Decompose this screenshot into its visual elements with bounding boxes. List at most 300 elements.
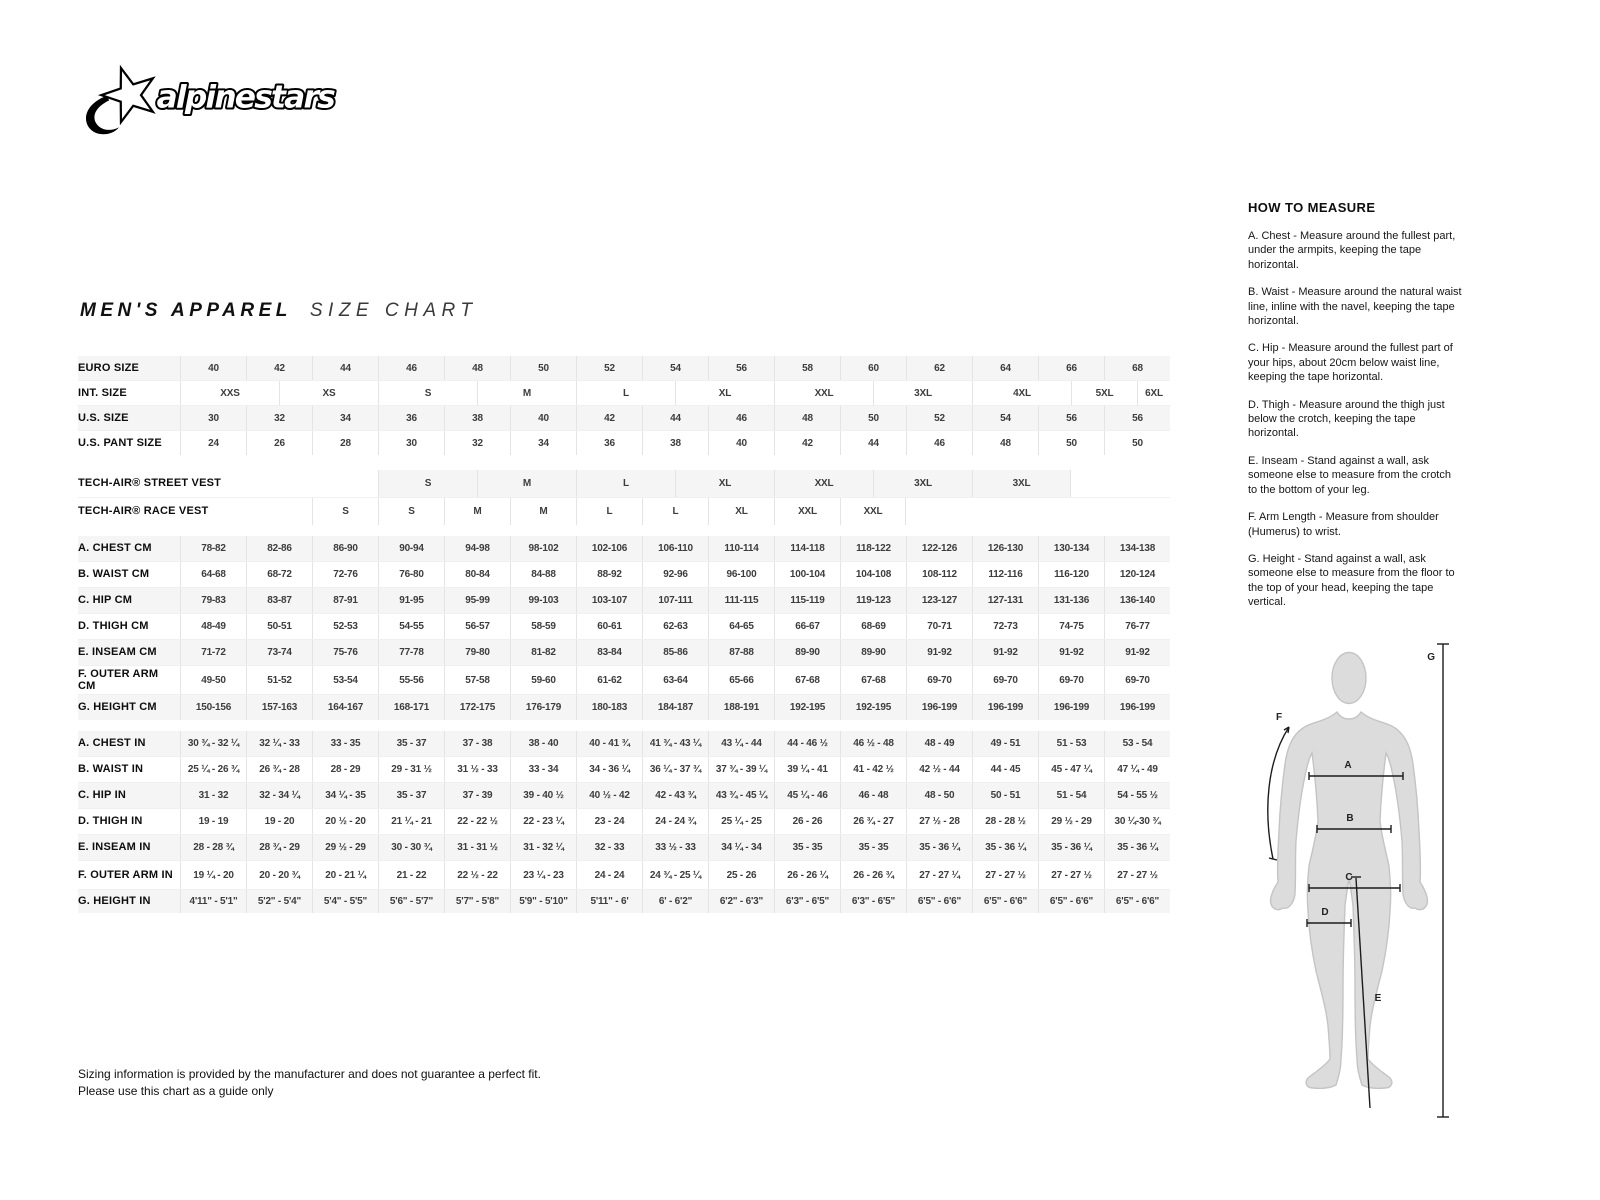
- size-cell: 50: [510, 356, 576, 380]
- row-label: EURO SIZE: [78, 361, 140, 374]
- size-cell: 46: [708, 406, 774, 430]
- size-cell: 30 - 30 ¾: [378, 835, 444, 860]
- table-row: [78, 498, 1170, 525]
- size-cell: 30: [180, 406, 246, 430]
- size-cell: 29 - 31 ½: [378, 757, 444, 782]
- size-cell: 111-115: [708, 588, 774, 613]
- table-row: [78, 562, 1170, 588]
- size-cell: 45 ¼ - 46: [774, 783, 840, 808]
- size-cell: 176-179: [510, 695, 576, 720]
- size-cell: 46: [378, 356, 444, 380]
- size-cell: 91-92: [1104, 640, 1170, 665]
- size-cell: 52: [576, 356, 642, 380]
- size-cell: 46 - 48: [840, 783, 906, 808]
- size-cell: 88-92: [576, 562, 642, 587]
- size-cell: 39 - 40 ½: [510, 783, 576, 808]
- size-cell: 62: [906, 356, 972, 380]
- size-cell: 33 - 35: [312, 731, 378, 756]
- size-cell: 75-76: [312, 640, 378, 665]
- size-cell: 42 - 43 ¾: [642, 783, 708, 808]
- size-cell: 34: [510, 431, 576, 455]
- size-cell: 29 ½ - 29: [312, 835, 378, 860]
- empty-cell: [1071, 470, 1170, 497]
- size-cell: 91-92: [906, 640, 972, 665]
- size-cell: 5'6" - 5'7": [378, 890, 444, 913]
- size-cell: 196-199: [1038, 695, 1104, 720]
- size-cell: 19 - 20: [246, 809, 312, 834]
- size-cell: 100-104: [774, 562, 840, 587]
- size-cell: 78-82: [180, 536, 246, 561]
- size-cell: 64-68: [180, 562, 246, 587]
- row-label: TECH-AIR® RACE VEST: [78, 505, 209, 518]
- size-cell: 31 - 32 ¼: [510, 835, 576, 860]
- size-cell: 36: [576, 431, 642, 455]
- size-cell: 50: [1104, 431, 1170, 455]
- size-cell: L: [576, 381, 675, 405]
- size-cell: 63-64: [642, 666, 708, 694]
- size-cell: 172-175: [444, 695, 510, 720]
- table-row: [78, 406, 1170, 431]
- size-cell: 24 - 24: [576, 861, 642, 889]
- size-cell: 41 ¾ - 43 ¼: [642, 731, 708, 756]
- size-cell: L: [576, 470, 675, 497]
- size-cell: 104-108: [840, 562, 906, 587]
- size-cell: 56: [708, 356, 774, 380]
- row-label: C. HIP IN: [78, 789, 127, 802]
- size-cell: 79-83: [180, 588, 246, 613]
- size-cell: 26: [246, 431, 312, 455]
- size-cell: 91-95: [378, 588, 444, 613]
- size-cell: 127-131: [972, 588, 1038, 613]
- size-cell: 56-57: [444, 614, 510, 639]
- size-cell: 70-71: [906, 614, 972, 639]
- size-cell: 65-66: [708, 666, 774, 694]
- size-cell: 32 - 33: [576, 835, 642, 860]
- size-cell: 28 - 29: [312, 757, 378, 782]
- size-cell: 46 ½ - 48: [840, 731, 906, 756]
- row-label: G. HEIGHT CM: [78, 701, 157, 714]
- size-cell: XXS: [180, 381, 279, 405]
- size-cell: 116-120: [1038, 562, 1104, 587]
- table-row: [78, 356, 1170, 381]
- size-cell: 35 - 37: [378, 783, 444, 808]
- size-cell: 54: [642, 356, 708, 380]
- diagram-label-d: D: [1321, 907, 1329, 918]
- disclaimer-line1: Sizing information is provided by the manufacturer and does not guarantee a perfect fit.: [78, 1067, 541, 1081]
- size-cell: 35 - 36 ¼: [1038, 835, 1104, 860]
- size-cell: 89-90: [774, 640, 840, 665]
- row-label: D. THIGH CM: [78, 620, 149, 633]
- row-label: A. CHEST IN: [78, 737, 146, 750]
- size-cell: 26 ¾ - 27: [840, 809, 906, 834]
- size-cell: 51 - 53: [1038, 731, 1104, 756]
- size-cell: 106-110: [642, 536, 708, 561]
- body-silhouette-figure: [1243, 626, 1458, 1126]
- size-cell: 3XL: [873, 470, 972, 497]
- size-cell: 61-62: [576, 666, 642, 694]
- table-row: [78, 809, 1170, 835]
- size-cell: L: [576, 498, 642, 525]
- size-cell: 20 - 20 ¾: [246, 861, 312, 889]
- vest-block: [78, 470, 1170, 525]
- size-cell: 34 - 36 ¼: [576, 757, 642, 782]
- size-cell: 157-163: [246, 695, 312, 720]
- size-cell: 134-138: [1104, 536, 1170, 561]
- size-cell: 66-67: [774, 614, 840, 639]
- table-row: [78, 783, 1170, 809]
- empty-cell: [906, 498, 1170, 525]
- size-cell: 68-72: [246, 562, 312, 587]
- size-cell: 94-98: [444, 536, 510, 561]
- size-cell: 92-96: [642, 562, 708, 587]
- size-cell: 64-65: [708, 614, 774, 639]
- diagram-label-b: B: [1346, 813, 1354, 824]
- diagram-label-f: F: [1275, 712, 1283, 723]
- size-cell: 25 ¼ - 26 ¾: [180, 757, 246, 782]
- size-cell: 38: [444, 406, 510, 430]
- size-cell: 48-49: [180, 614, 246, 639]
- size-cell: 37 - 38: [444, 731, 510, 756]
- size-cell: 81-82: [510, 640, 576, 665]
- size-cell: 38: [642, 431, 708, 455]
- size-cell: 72-73: [972, 614, 1038, 639]
- size-cell: 69-70: [1038, 666, 1104, 694]
- diagram-label-a: A: [1344, 760, 1352, 771]
- size-cell: M: [510, 498, 576, 525]
- figure-head: [1332, 653, 1366, 704]
- size-cell: 71-72: [180, 640, 246, 665]
- size-cell: 35 - 36 ¼: [1104, 835, 1170, 860]
- size-cell: 66: [1038, 356, 1104, 380]
- size-cell: 73-74: [246, 640, 312, 665]
- table-row: [78, 731, 1170, 757]
- size-cell: 89-90: [840, 640, 906, 665]
- size-cell: 28 - 28 ½: [972, 809, 1038, 834]
- star-swoosh: [86, 96, 119, 134]
- size-cell: 68-69: [840, 614, 906, 639]
- size-cell: 40 - 41 ¾: [576, 731, 642, 756]
- size-cell: 68: [1104, 356, 1170, 380]
- size-cell: 5'9" - 5'10": [510, 890, 576, 913]
- size-cell: 31 - 32: [180, 783, 246, 808]
- size-cell: 30: [378, 431, 444, 455]
- size-cell: 83-87: [246, 588, 312, 613]
- size-cell: 36: [378, 406, 444, 430]
- size-cell: 58-59: [510, 614, 576, 639]
- size-cell: 26 ¾ - 28: [246, 757, 312, 782]
- size-cell: 4'11" - 5'1": [180, 890, 246, 913]
- size-cell: 74-75: [1038, 614, 1104, 639]
- size-cell: 5'2" - 5'4": [246, 890, 312, 913]
- size-cell: 23 ¼ - 23: [510, 861, 576, 889]
- size-cell: 48: [444, 356, 510, 380]
- size-cell: 32: [444, 431, 510, 455]
- size-cell: 184-187: [642, 695, 708, 720]
- size-cell: 91-92: [972, 640, 1038, 665]
- size-cell: 6'5" - 6'6": [1038, 890, 1104, 913]
- measure-step-arm: F. Arm Length - Measure from shoulder (Humerus) to wrist.: [1248, 511, 1439, 538]
- size-cell: 69-70: [972, 666, 1038, 694]
- size-cell: XXL: [774, 470, 873, 497]
- size-cell: 50 - 51: [972, 783, 1038, 808]
- size-cell: 107-111: [642, 588, 708, 613]
- size-cell: 29 ½ - 29: [1038, 809, 1104, 834]
- row-label: U.S. PANT SIZE: [78, 436, 162, 449]
- size-cell: M: [444, 498, 510, 525]
- sizes-block: [78, 356, 1170, 455]
- size-cell: 48 - 49: [906, 731, 972, 756]
- size-cell: 40 ½ - 42: [576, 783, 642, 808]
- size-cell: S: [378, 498, 444, 525]
- table-row: [78, 757, 1170, 783]
- size-cell: 57-58: [444, 666, 510, 694]
- size-cell: 108-112: [906, 562, 972, 587]
- size-cell: XL: [675, 470, 774, 497]
- size-cell: 58: [774, 356, 840, 380]
- size-cell: 31 - 31 ½: [444, 835, 510, 860]
- size-cell: 48: [774, 406, 840, 430]
- size-cell: 21 ¼ - 21: [378, 809, 444, 834]
- size-cell: 67-68: [774, 666, 840, 694]
- size-cell: 126-130: [972, 536, 1038, 561]
- row-label: F. OUTER ARM CM: [78, 667, 159, 692]
- size-cell: 84-88: [510, 562, 576, 587]
- size-cell: 22 - 23 ¼: [510, 809, 576, 834]
- brand-logo: [78, 58, 346, 155]
- size-cell: 27 - 27 ½: [1104, 861, 1170, 889]
- size-cell: XL: [708, 498, 774, 525]
- size-cell: 196-199: [906, 695, 972, 720]
- size-cell: 80-84: [444, 562, 510, 587]
- size-cell: XL: [675, 381, 774, 405]
- size-cell: 35 - 35: [774, 835, 840, 860]
- size-cell: 27 - 27 ½: [1038, 861, 1104, 889]
- how-to-measure-title: HOW TO MEASURE: [1248, 200, 1376, 215]
- measure-step-height: G. Height - Stand against a wall, ask someone else to measure from the floor to the top of your head, keeping the tape vertical.: [1248, 552, 1455, 609]
- size-cell: 27 ½ - 28: [906, 809, 972, 834]
- size-cell: 48 - 50: [906, 783, 972, 808]
- size-cell: 31 ½ - 33: [444, 757, 510, 782]
- size-cell: 86-90: [312, 536, 378, 561]
- size-cell: 5'4" - 5'5": [312, 890, 378, 913]
- size-cell: 24 ¾ - 25 ¼: [642, 861, 708, 889]
- size-cell: S: [378, 470, 477, 497]
- size-cell: 20 - 21 ¼: [312, 861, 378, 889]
- size-cell: 136-140: [1104, 588, 1170, 613]
- size-cell: 69-70: [1104, 666, 1170, 694]
- size-cell: 96-100: [708, 562, 774, 587]
- size-cell: 33 ½ - 33: [642, 835, 708, 860]
- size-cell: 24: [180, 431, 246, 455]
- size-cell: 150-156: [180, 695, 246, 720]
- size-cell: 44 - 45: [972, 757, 1038, 782]
- size-cell: 44 - 46 ½: [774, 731, 840, 756]
- empty-cell: [180, 470, 378, 497]
- size-cell: 37 ¾ - 39 ¼: [708, 757, 774, 782]
- size-cell: 49 - 51: [972, 731, 1038, 756]
- size-cell: 30 ¼-30 ¾: [1104, 809, 1170, 834]
- size-cell: 34 ¼ - 35: [312, 783, 378, 808]
- measure-step-hip: C. Hip - Measure around the fullest part of your hips, about 20cm below waist line, keeping the tape horizontal.: [1248, 342, 1453, 384]
- table-row: [78, 640, 1170, 666]
- size-cell: 54 - 55 ½: [1104, 783, 1170, 808]
- size-cell: 6XL: [1137, 381, 1170, 405]
- size-cell: 64: [972, 356, 1038, 380]
- size-cell: 168-171: [378, 695, 444, 720]
- size-cell: 26 - 26: [774, 809, 840, 834]
- size-cell: 95-99: [444, 588, 510, 613]
- size-cell: 43 ¼ - 44: [708, 731, 774, 756]
- size-cell: 25 ¼ - 25: [708, 809, 774, 834]
- size-cell: 6'5" - 6'6": [906, 890, 972, 913]
- row-label: D. THIGH IN: [78, 815, 143, 828]
- size-cell: 40: [180, 356, 246, 380]
- size-cell: 164-167: [312, 695, 378, 720]
- size-cell: L: [642, 498, 708, 525]
- row-label: B. WAIST CM: [78, 568, 150, 581]
- row-label: U.S. SIZE: [78, 411, 129, 424]
- size-cell: 54: [972, 406, 1038, 430]
- size-cell: 36 ¼ - 37 ¾: [642, 757, 708, 782]
- table-row: [78, 861, 1170, 890]
- cm-block: [78, 536, 1170, 720]
- size-cell: 83-84: [576, 640, 642, 665]
- page-title: [80, 300, 477, 322]
- size-cell: S: [312, 498, 378, 525]
- alpinestars-logo-icon: [78, 58, 346, 150]
- size-cell: 53-54: [312, 666, 378, 694]
- row-label: F. OUTER ARM IN: [78, 868, 173, 881]
- size-cell: 98-102: [510, 536, 576, 561]
- size-cell: 192-195: [840, 695, 906, 720]
- size-cell: 67-68: [840, 666, 906, 694]
- size-cell: 44: [642, 406, 708, 430]
- size-cell: 90-94: [378, 536, 444, 561]
- size-cell: 6'3" - 6'5": [840, 890, 906, 913]
- size-cell: 20 ½ - 20: [312, 809, 378, 834]
- size-cell: 4XL: [972, 381, 1071, 405]
- size-cell: 21 - 22: [378, 861, 444, 889]
- size-cell: 42 ½ - 44: [906, 757, 972, 782]
- size-cell: 112-116: [972, 562, 1038, 587]
- size-cell: 60: [840, 356, 906, 380]
- size-cell: 39 ¼ - 41: [774, 757, 840, 782]
- diagram-label-c: C: [1345, 872, 1353, 883]
- size-cell: 54-55: [378, 614, 444, 639]
- size-cell: 40: [708, 431, 774, 455]
- size-cell: 130-134: [1038, 536, 1104, 561]
- size-cell: 56: [1104, 406, 1170, 430]
- size-cell: 50-51: [246, 614, 312, 639]
- size-cell: 47 ¼ - 49: [1104, 757, 1170, 782]
- size-cell: 62-63: [642, 614, 708, 639]
- size-cell: 25 - 26: [708, 861, 774, 889]
- disclaimer: [78, 1066, 541, 1100]
- size-cell: 35 - 36 ¼: [972, 835, 1038, 860]
- size-cell: 115-119: [774, 588, 840, 613]
- measure-step-chest: A. Chest - Measure around the fullest part, under the armpits, keeping the tape horizontal.: [1248, 230, 1456, 271]
- row-label: A. CHEST CM: [78, 542, 152, 555]
- size-cell: XS: [279, 381, 378, 405]
- size-cell: 48: [972, 431, 1038, 455]
- size-cell: 3XL: [873, 381, 972, 405]
- size-cell: 87-88: [708, 640, 774, 665]
- size-cell: 102-106: [576, 536, 642, 561]
- size-cell: 22 ½ - 22: [444, 861, 510, 889]
- size-cell: 114-118: [774, 536, 840, 561]
- size-cell: 52: [906, 406, 972, 430]
- row-label: TECH-AIR® STREET VEST: [78, 477, 222, 490]
- size-cell: 44: [312, 356, 378, 380]
- size-cell: XXL: [774, 381, 873, 405]
- size-cell: 44: [840, 431, 906, 455]
- size-cell: 27 - 27 ¼: [906, 861, 972, 889]
- size-cell: 35 - 35: [840, 835, 906, 860]
- size-cell: 32 ¼ - 33: [246, 731, 312, 756]
- size-cell: 79-80: [444, 640, 510, 665]
- size-cell: 38 - 40: [510, 731, 576, 756]
- size-cell: 19 - 19: [180, 809, 246, 834]
- size-cell: 180-183: [576, 695, 642, 720]
- size-cell: 76-77: [1104, 614, 1170, 639]
- size-cell: 119-123: [840, 588, 906, 613]
- size-cell: 196-199: [1104, 695, 1170, 720]
- size-cell: 6'2" - 6'3": [708, 890, 774, 913]
- size-cell: 46: [906, 431, 972, 455]
- size-cell: 110-114: [708, 536, 774, 561]
- size-cell: 53 - 54: [1104, 731, 1170, 756]
- size-cell: 35 - 36 ¼: [906, 835, 972, 860]
- size-cell: 35 - 37: [378, 731, 444, 756]
- size-cell: 32: [246, 406, 312, 430]
- size-cell: 196-199: [972, 695, 1038, 720]
- size-cell: 30 ¾ - 32 ¼: [180, 731, 246, 756]
- table-row: [78, 536, 1170, 562]
- size-cell: 103-107: [576, 588, 642, 613]
- size-cell: 50: [840, 406, 906, 430]
- row-label: G. HEIGHT IN: [78, 895, 151, 908]
- size-cell: 5'11" - 6': [576, 890, 642, 913]
- size-cell: S: [378, 381, 477, 405]
- alpinestars-wordmark: alpinestars: [156, 79, 334, 116]
- size-cell: 188-191: [708, 695, 774, 720]
- size-cell: 77-78: [378, 640, 444, 665]
- size-table: [78, 356, 1170, 913]
- size-cell: 99-103: [510, 588, 576, 613]
- size-cell: 118-122: [840, 536, 906, 561]
- table-row: [78, 695, 1170, 720]
- table-row: [78, 431, 1170, 455]
- table-row: [78, 835, 1170, 861]
- size-cell: 32 - 34 ¼: [246, 783, 312, 808]
- size-cell: 26 - 26 ¼: [774, 861, 840, 889]
- size-cell: XXL: [774, 498, 840, 525]
- size-cell: 82-86: [246, 536, 312, 561]
- body-measurement-diagram: [1243, 626, 1458, 1131]
- table-row: [78, 588, 1170, 614]
- size-cell: 24 - 24 ¾: [642, 809, 708, 834]
- size-cell: 131-136: [1038, 588, 1104, 613]
- title-main: MEN'S APPAREL: [80, 300, 292, 321]
- size-cell: 19 ¼ - 20: [180, 861, 246, 889]
- size-cell: 28: [312, 431, 378, 455]
- size-cell: 40: [510, 406, 576, 430]
- size-cell: 43 ¾ - 45 ¼: [708, 783, 774, 808]
- size-cell: 34 ¼ - 34: [708, 835, 774, 860]
- disclaimer-line2: Please use this chart as a guide only: [78, 1084, 274, 1098]
- size-cell: 56: [1038, 406, 1104, 430]
- alpinestars-star-icon: [105, 71, 150, 119]
